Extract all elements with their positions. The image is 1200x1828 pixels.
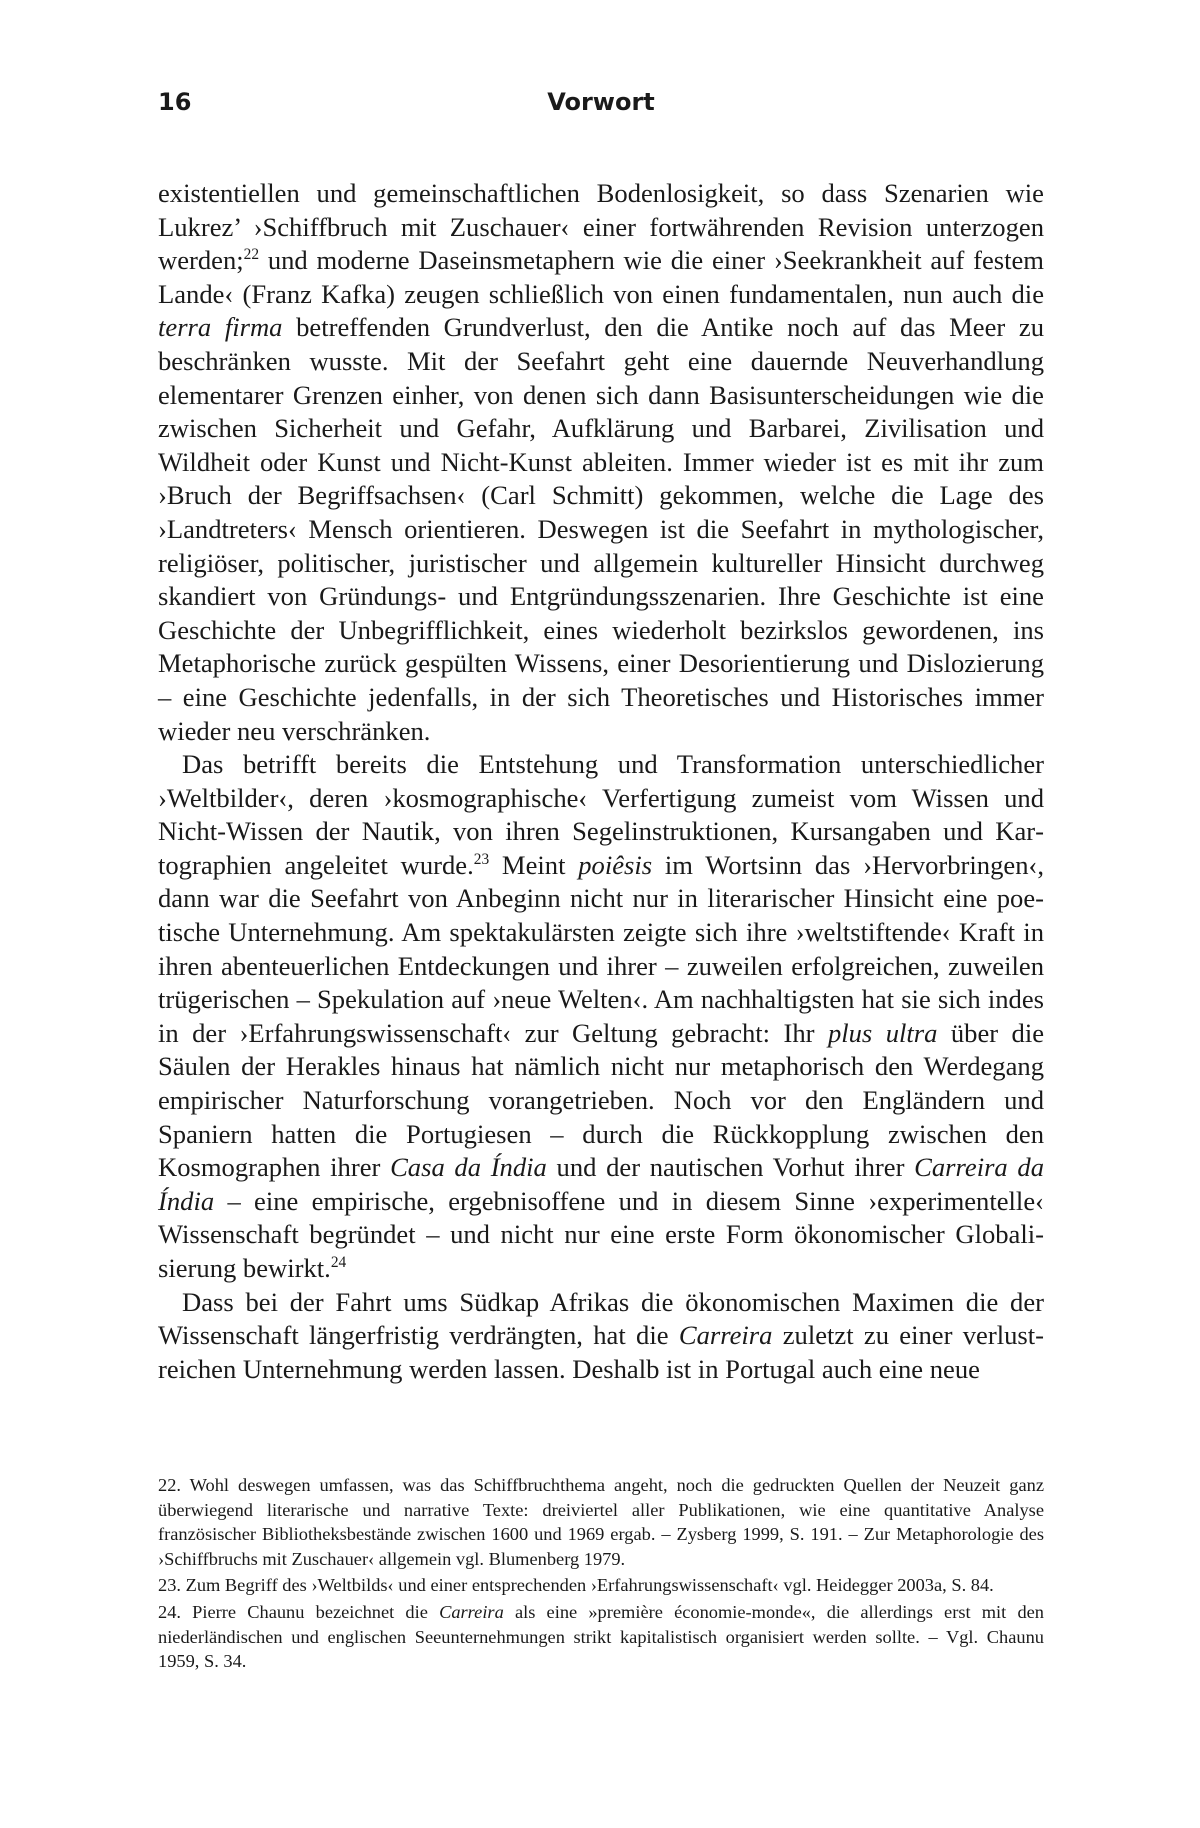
footnote-23 [158,1573,1044,1598]
text-run: und moderne Daseinsmetaphern wie die einer ›Seekrankheit auf festem Lande‹ (Franz Kafka) zeugen schließlich von einen fundamentalen, nun auch die [158,245,1044,309]
footnote-reference[interactable]: 23 [473,851,490,869]
text-run: zuletzt zu einer verlustreichen Unternehmung werden lassen. Deshalb ist in Portugal auch eine neue [158,1320,1044,1384]
text-run: Dass bei der Fahrt ums Südkap Afrikas die ökonomischen Maximen die der Wissenschaft längerfristig verdrängten, hat die [158,1286,1044,1351]
footnote-reference[interactable]: 24 [330,1254,347,1272]
text-run: im Wortsinn das ›Hervorbringen‹, dann war die Seefahrt von Anbeginn nicht nur in literarischer Hinsicht eine poetische Unternehmung. Am spektakulärsten zeigte sich ihre ›weltstiftende‹ Kraft in ihren abenteuerlichen Entdeckungen und ihrer – zuweilen erfolgreichen, zuweilen trügerischen – Spekulation auf ›neue Welten‹. Am nachhaltigsten hat sie sich indes in der ›Erfahrungswissenschaft‹ zur Geltung gebracht: Ihr [158,849,1044,1048]
page-number: 16 [158,88,192,116]
paragraph [158,748,1044,1286]
italic-text: Carreira [439,1601,504,1622]
italic-text: plus ultra [827,1017,938,1048]
text-run: Meint [489,849,579,880]
text-run: Das betrifft bereits die Entstehung und Transformation unterschiedlicher ›Weltbilder‹, deren ›kosmographische‹ Verfertigung zumeist vom Wissen und Nicht-Wissen der Nautik, von ihren Segelinstruktionen, Kursangaben und Kartographien angeleitet wurde. [158,749,1044,880]
footnotes [158,1473,1044,1676]
text-run: über die Säulen der Herakles hinaus hat nämlich nicht nur metaphorisch den Werdegang empirischer Naturforschung vorangetrieben. Noch vor den Engländern und Spaniern hatten die Portugiesen – durch die Rückkopplung zwischen den Kosmographen ihrer [158,1017,1045,1183]
text-run: als eine »première économie-monde«, die allerdings erst mit den niederländischen und englischen Seeunternehmungen strikt kapitalistisch organisiert werden sollte. – Vgl. Chaunu 1959, S. 34. [158,1601,1045,1672]
paragraph [158,1286,1044,1387]
italic-text: terra firma [158,312,283,343]
text-run: 22. Wohl deswegen umfassen, was das Schiffbruchthema angeht, noch die gedruckten Quellen der Neuzeit ganz überwiegend literarische und narrative Texte: dreiviertel aller Publikationen, wie eine quantitative Analyse französischer Bibliotheksbestände zwischen 1600 und 1969 ergab. – Zysberg 1999, S. 191. – Zur Metaphorologie des ›Schiffbruchs mit Zuschauer‹ allgemein vgl. Blumenberg 1979. [158,1475,1044,1569]
italic-text: Carreira [678,1320,773,1351]
italic-text: Carreira da Índia [158,1152,1044,1216]
footnote-24 [158,1600,1044,1674]
running-header [158,88,1044,128]
footnote-reference[interactable]: 22 [243,246,260,264]
running-title: Vorwort [547,88,655,116]
text-run: – eine empirische, ergebnisoffene und in diesem Sinne ›experimentelle‹ Wissenschaft begründet – und nicht nur eine erste Form ökonomischer Globalisierung bewirkt. [158,1185,1044,1283]
text-run: 23. Zum Begriff des ›Weltbilds‹ und einer entsprechenden ›Erfahrungswissenschaft‹ vgl. Heidegger 2003a, S. 84. [158,1575,994,1596]
text-run: existentiellen und gemeinschaftlichen Bodenlosigkeit, so dass Szenarien wie Lukrez’ ›Schiffbruch mit Zuschauer‹ einer fortwährenden Revision unterzogen werden; [158,178,1044,276]
text-run: 24. Pierre Chaunu bezeichnet die [158,1601,440,1622]
main-text [158,177,1044,1386]
paragraph [158,177,1044,748]
text-run: und der nautischen Vorhut ihrer [546,1152,915,1183]
footnote-22 [158,1473,1044,1571]
italic-text: Casa da Índia [390,1152,547,1183]
italic-text: poiêsis [578,849,653,880]
text-run: betreffenden Grundverlust, den die Antike noch auf das Meer zu beschränken wusste. Mit der Seefahrt geht eine dauernde Neuverhandlung elementarer Grenzen einher, von denen sich dann Basisunterscheidungen wie die zwischen Sicherheit und Gefahr, Aufklärung und Barbarei, Zivilisation und Wildheit oder Kunst und Nicht-Kunst ableiten. Immer wieder ist es mit ihr zum ›Bruch der Begriffsachsen‹ (Carl Schmitt) gekommen, welche die Lage des ›Landtreters‹ Mensch orientieren. Deswegen ist die Seefahrt in mythologischer, religiöser, politischer, juristischer und allgemein kultureller Hinsicht durchweg skandiert von Gründungs- und Entgründungsszenarien. Ihre Geschichte ist eine Geschichte der Unbegrifflichkeit, eines wiederholt bezirkslos gewordenen, ins Metaphorische zurück gespülten Wissens, einer Desorientierung und Dislozierung – eine Geschichte jedenfalls, in der sich Theoretisches und Historisches immer wieder neu verschränken. [158,312,1045,746]
